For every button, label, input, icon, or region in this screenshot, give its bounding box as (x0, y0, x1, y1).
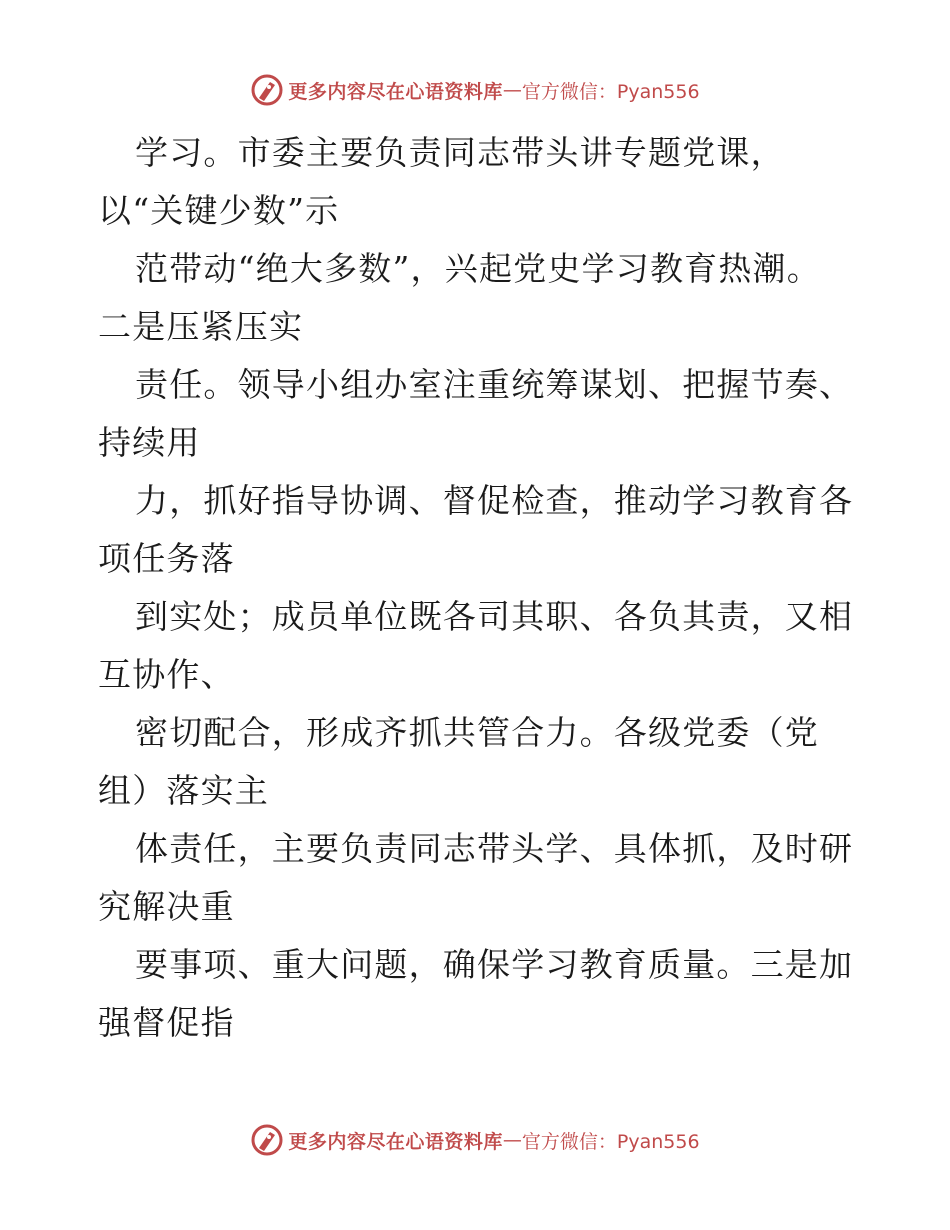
body-line: 以“关键少数”示 (98, 191, 340, 230)
footer-banner (0, 1120, 950, 1160)
body-line: 项任务落 (98, 539, 235, 578)
body-line: 责任。领导小组办室注重统筹谋划、把握节奏、 (135, 365, 854, 404)
body-line: 二是压紧压实 (98, 307, 304, 346)
body-line: 究解决重 (98, 887, 235, 926)
header-banner-wechat: 官方微信：Pyan556 (521, 80, 700, 103)
body-line: 密切配合，形成齐抓共管合力。各级党委（党 (135, 713, 819, 752)
footer-banner-text: 更多内容尽在心语资料库 (288, 1130, 503, 1153)
body-line: 互协作、 (98, 655, 235, 694)
footer-banner-wechat: 官方微信：Pyan556 (521, 1130, 700, 1153)
header-banner-dash: — (502, 79, 522, 101)
header-banner-text: 更多内容尽在心语资料库 (288, 80, 503, 103)
body-line: 强督促指 (98, 1003, 235, 1042)
body-line: 学习。市委主要负责同志带头讲专题党课， (135, 133, 785, 172)
body-line: 力，抓好指导协调、督促检查，推动学习教育各 (135, 481, 854, 520)
document-body (98, 124, 868, 1052)
body-line: 要事项、重大问题，确保学习教育质量。三是加 (135, 945, 854, 984)
body-line: 组）落实主 (98, 771, 269, 810)
body-line: 到实处；成员单位既各司其职、各负其责，又相 (135, 597, 854, 636)
pen-nib-logo-icon (250, 1123, 284, 1157)
body-line: 持续用 (98, 423, 201, 462)
body-line: 范带动“绝大多数”，兴起党史学习教育热潮。 (135, 249, 821, 288)
pen-nib-logo-icon (250, 73, 284, 107)
header-banner (0, 70, 950, 110)
footer-banner-dash: — (502, 1129, 522, 1151)
body-line: 体责任，主要负责同志带头学、具体抓，及时研 (135, 829, 854, 868)
